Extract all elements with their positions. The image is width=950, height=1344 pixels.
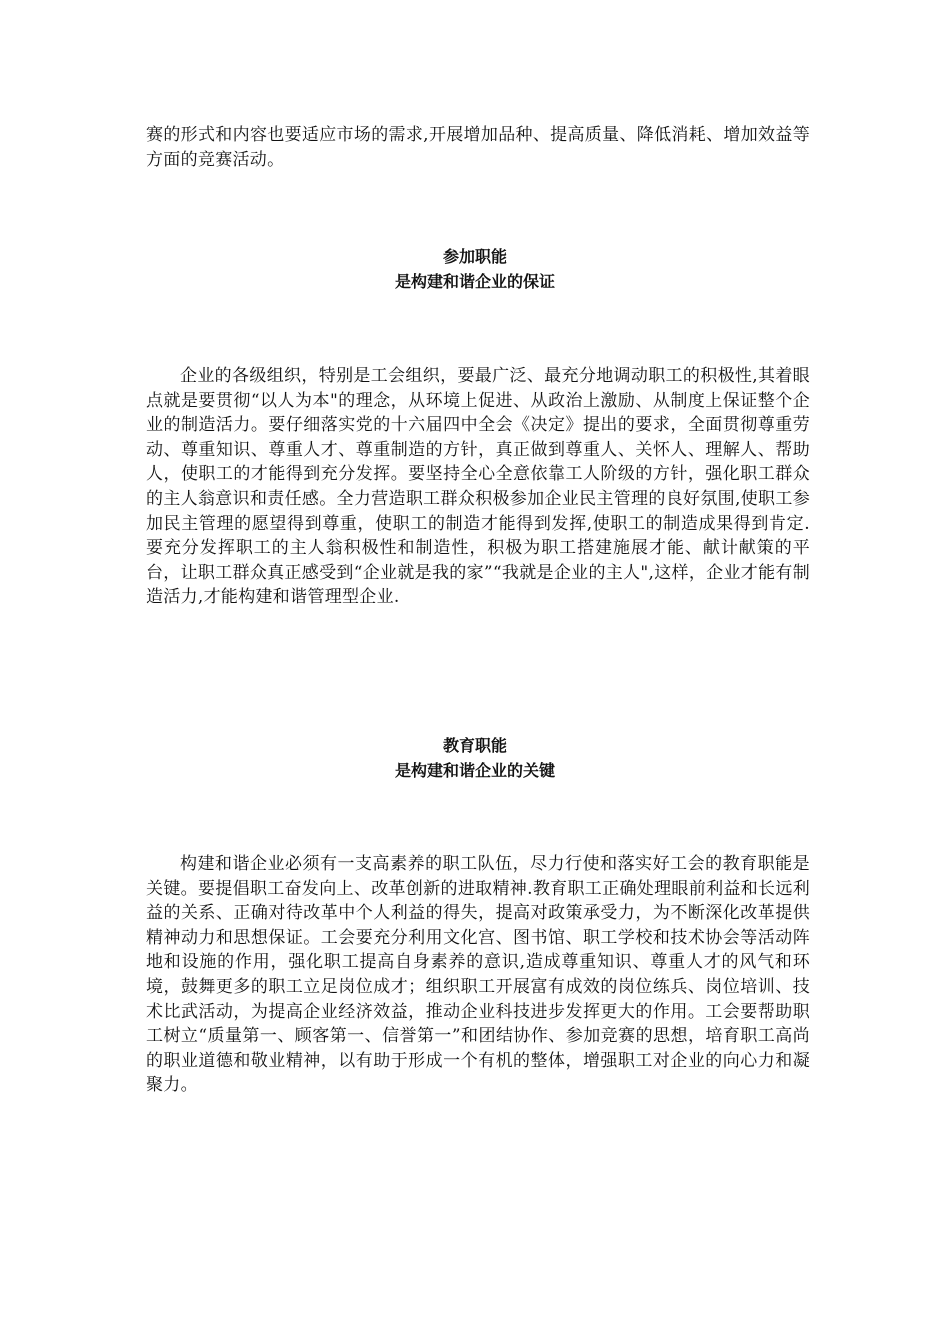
section1-heading	[0, 244, 950, 294]
section1-title-line2: 是构建和谐企业的保证	[394, 272, 555, 291]
intro-paragraph: 赛的形式和内容也要适应市场的需求,开展增加品种、提高质量、降低消耗、增加效益等方面的竞赛活动。	[146, 125, 810, 170]
section1-title-line1: 参加职能	[442, 247, 507, 266]
section2-body: 构建和谐企业必须有一支高素养的职工队伍，尽力行使和落实好工会的教育职能是关键。要提倡职工奋发向上、改革创新的进取精神.教育职工正确处理眼前利益和长远利益的关系、正确对待改革中个人利益的得失，提高对政策承受力，为不断深化改革提供精神动力和思想保证。工会要充分利用文化宫、图书馆、职工学校和技术协会等活动阵地和设施的作用，强化职工提高自身素养的意识,造成尊重知识、尊重人才的风气和环境，鼓舞更多的职工立足岗位成才；组织职工开展富有成效的岗位练兵、岗位培训、技术比武活动，为提高企业经济效益，推动企业科技进步发挥更大的作用。工会要帮助职工树立“质量第一、顾客第一、信誉第一”和团结协作、参加竞赛的思想，培育职工高尚的职业道德和敬业精神，以有助于形成一个有机的整体，增强职工对企业的向心力和凝聚力。	[146, 854, 810, 1096]
section2-title-line2: 是构建和谐企业的关键	[394, 761, 555, 780]
section1-body: 企业的各级组织，特别是工会组织，要最广泛、最充分地调动职工的积极性,其着眼点就是要贯彻“以人为本"的理念，从环境上促进、从政治上激励、从制度上保证整个企业的制造活力。要仔细落实党的十六届四中全会《决定》提出的要求，全面贯彻尊重劳动、尊重知识、尊重人才、尊重制造的方针，真正做到尊重人、关怀人、理解人、帮助人，使职工的才能得到充分发挥。要坚持全心全意依靠工人阶级的方针，强化职工群众的主人翁意识和责任感。全力营造职工群众积极参加企业民主管理的良好氛围,使职工参加民主管理的愿望得到尊重，使职工的制造才能得到发挥,使职工的制造成果得到肯定.要充分发挥职工的主人翁积极性和制造性，积极为职工搭建施展才能、献计献策的平台，让职工群众真正感受到“企业就是我的家”“我就是企业的主人",这样，企业才能有制造活力,才能构建和谐管理型企业.	[146, 366, 810, 608]
section2-title-line1: 教育职能	[442, 736, 507, 755]
section2-heading	[0, 733, 950, 783]
